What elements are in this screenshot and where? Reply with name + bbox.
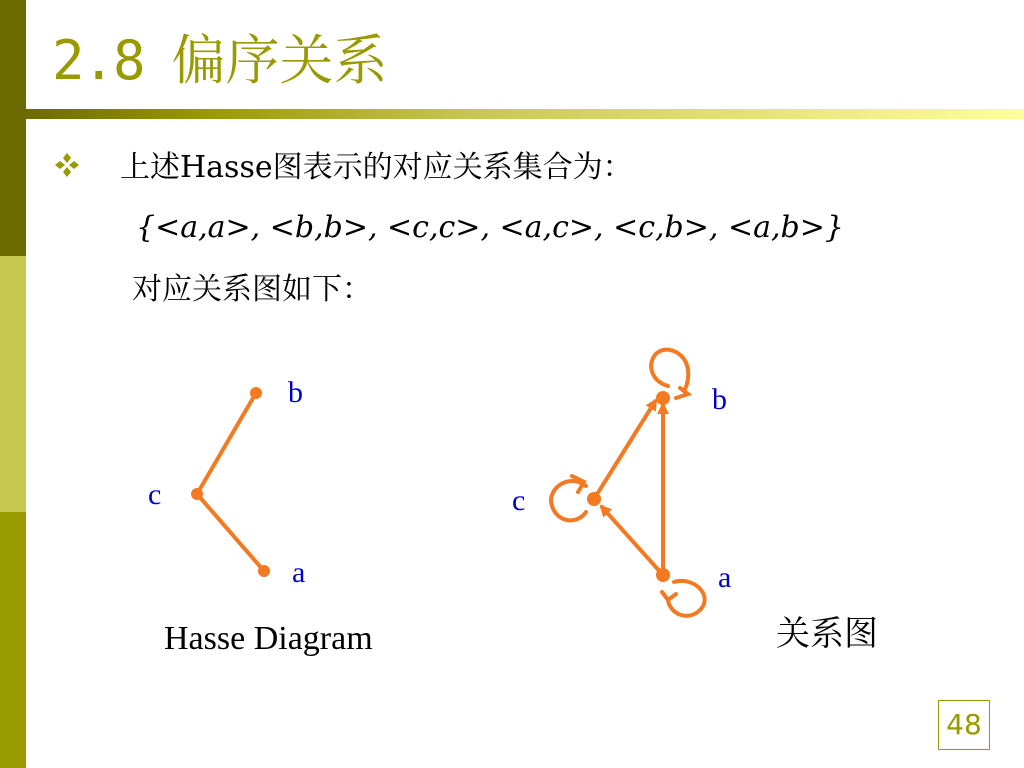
relation-graph-intro-text: 对应关系图如下： (132, 272, 372, 307)
hasse-label-b: b (288, 376, 303, 409)
title-text: 偏序关系 (171, 29, 388, 92)
hasse-caption: Hasse Diagram (164, 620, 373, 657)
hasse-node-b (250, 387, 262, 399)
hasse-edge-c-a (197, 494, 264, 571)
relation-set-text: {<a,a>, <b,b>, <c,c>, <a,c>, <c,b>, <a,b>} (136, 210, 844, 245)
hasse-edge-c-b (197, 393, 256, 494)
relation-node-c (587, 492, 601, 506)
arc-a-c (601, 506, 663, 575)
relation-label-a: a (718, 561, 732, 594)
arc-c-b (594, 400, 656, 499)
relation-graph (512, 350, 878, 654)
hasse-node-c (191, 488, 203, 500)
title-number: 2.8 (52, 29, 144, 92)
relation-node-a (656, 568, 670, 582)
bullet-text: 上述Hasse图表示的对应关系集合为： (120, 150, 633, 185)
page-number: 48 (938, 700, 990, 750)
hasse-label-a: a (292, 556, 306, 589)
loop-c-arrowhead (572, 476, 584, 492)
relation-graph-caption: 关系图 (776, 614, 878, 654)
relation-label-c: c (512, 484, 526, 517)
hasse-diagram (148, 376, 373, 657)
hasse-label-c: c (148, 478, 162, 511)
relation-label-b: b (712, 383, 727, 416)
relation-node-b (656, 391, 670, 405)
hasse-node-a (258, 565, 270, 577)
loop-a (668, 581, 705, 616)
loop-a-arrowhead (662, 592, 676, 600)
loop-b (651, 350, 688, 390)
